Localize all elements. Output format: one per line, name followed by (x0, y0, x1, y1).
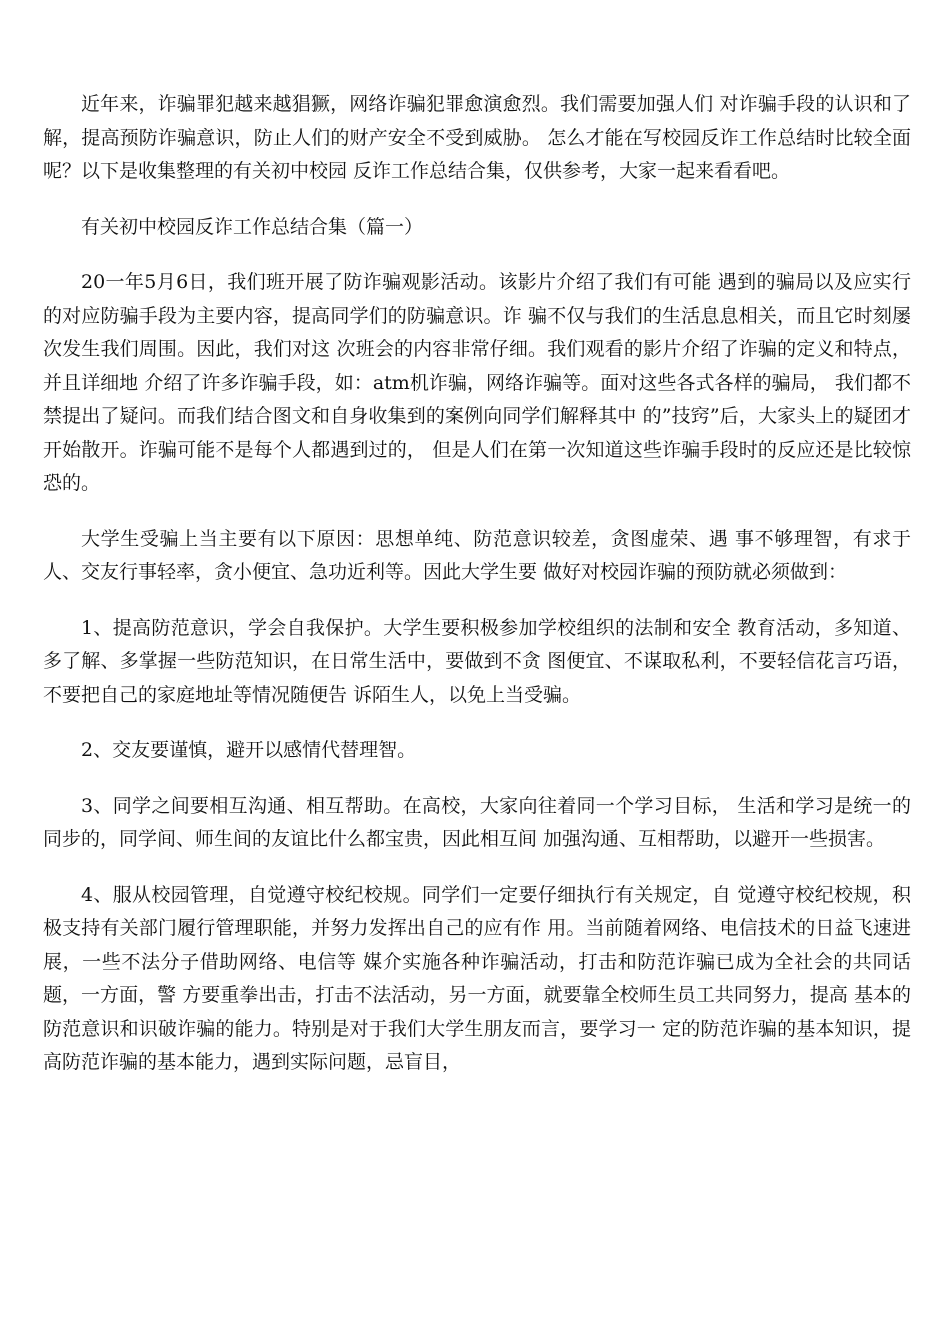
list-paragraph-4: 4、服从校园管理，自觉遵守校纪校规。同学们一定要仔细执行有关规定，自 觉遵守校纪校规，积极支持有关部门履行管理职能，并努力发挥出自己的应有作 用。当前随着网络、电信技术的日益飞速进展，一些不法分子借助网络、电信等 媒介实施各种诈骗活动，打击和防范诈骗已成为全社会的共同话题，一方面，警 方要重拳出击，打击不法活动，另一方面，就要靠全校师生员工共同努力，提高 基本的防范意识和识破诈骗的能力。特别是对于我们大学生朋友而言，要学习一 定的防范诈骗的基本知识，提高防范诈骗的基本能力，遇到实际问题，忌盲目， (43, 883, 911, 1073)
list-paragraph-1: 1、提高防范意识，学会自我保护。大学生要积极参加学校组织的法制和安全 教育活动，多知道、多了解、多掌握一些防范知识，在日常生活中，要做到不贪 图便宜、不谋取私利，不要轻信花言巧语，不要把自己的家庭地址等情况随便告 诉陌生人，以免上当受骗。 (43, 616, 911, 706)
list-paragraph-3: 3、同学之间要相互沟通、相互帮助。在高校，大家向往着同一个学习目标， 生活和学习是统一的同步的，同学间、师生间的友谊比什么都宝贵，因此相互间 加强沟通、互相帮助，以避开一些损害。 (43, 794, 911, 850)
body-paragraph: 大学生受骗上当主要有以下原因：思想单纯、防范意识较差，贪图虚荣、遇 事不够理智，有求于人、交友行事轻率，贪小便宜、急功近利等。因此大学生要 做好对校园诈骗的预防就必须做到： (43, 527, 911, 583)
list-paragraph-2: 2、交友要谨慎，避开以感情代替理智。 (81, 739, 417, 761)
intro-paragraph: 近年来，诈骗罪犯越来越猖獗，网络诈骗犯罪愈演愈烈。我们需要加强人们 对诈骗手段的认识和了解，提高预防诈骗意识，防止人们的财产安全不受到威胁。 怎么才能在写校园反诈工作总结时比较全面呢？以下是收集整理的有关初中校园 反诈工作总结合集，仅供参考，大家一起来看看吧。 (43, 93, 911, 182)
section-heading: 有关初中校园反诈工作总结合集（篇一） (81, 215, 424, 238)
body-paragraph: 20一年5月6日，我们班开展了防诈骗观影活动。该影片介绍了我们有可能 遇到的骗局以及应实行的对应防骗手段为主要内容，提高同学们的防骗意识。诈 骗不仅与我们的生活息息相关，而且它时刻屡次发生我们周围。因此，我们对这 次班会的内容非常仔细。我们观看的影片介绍了诈骗的定义和特点，并且详细地 介绍了许多诈骗手段，如：atm机诈骗，网络诈骗等。面对这些各式各样的骗局， 我们都不禁提出了疑问。而我们结合图文和自身收集到的案例向同学们解释其中 的”技窍”后，大家头上的疑团才开始散开。诈骗可能不是每个人都遇到过的， 但是人们在第一次知道这些诈骗手段时的反应还是比较惊恐的。 (43, 271, 911, 494)
document-body (43, 88, 911, 1102)
